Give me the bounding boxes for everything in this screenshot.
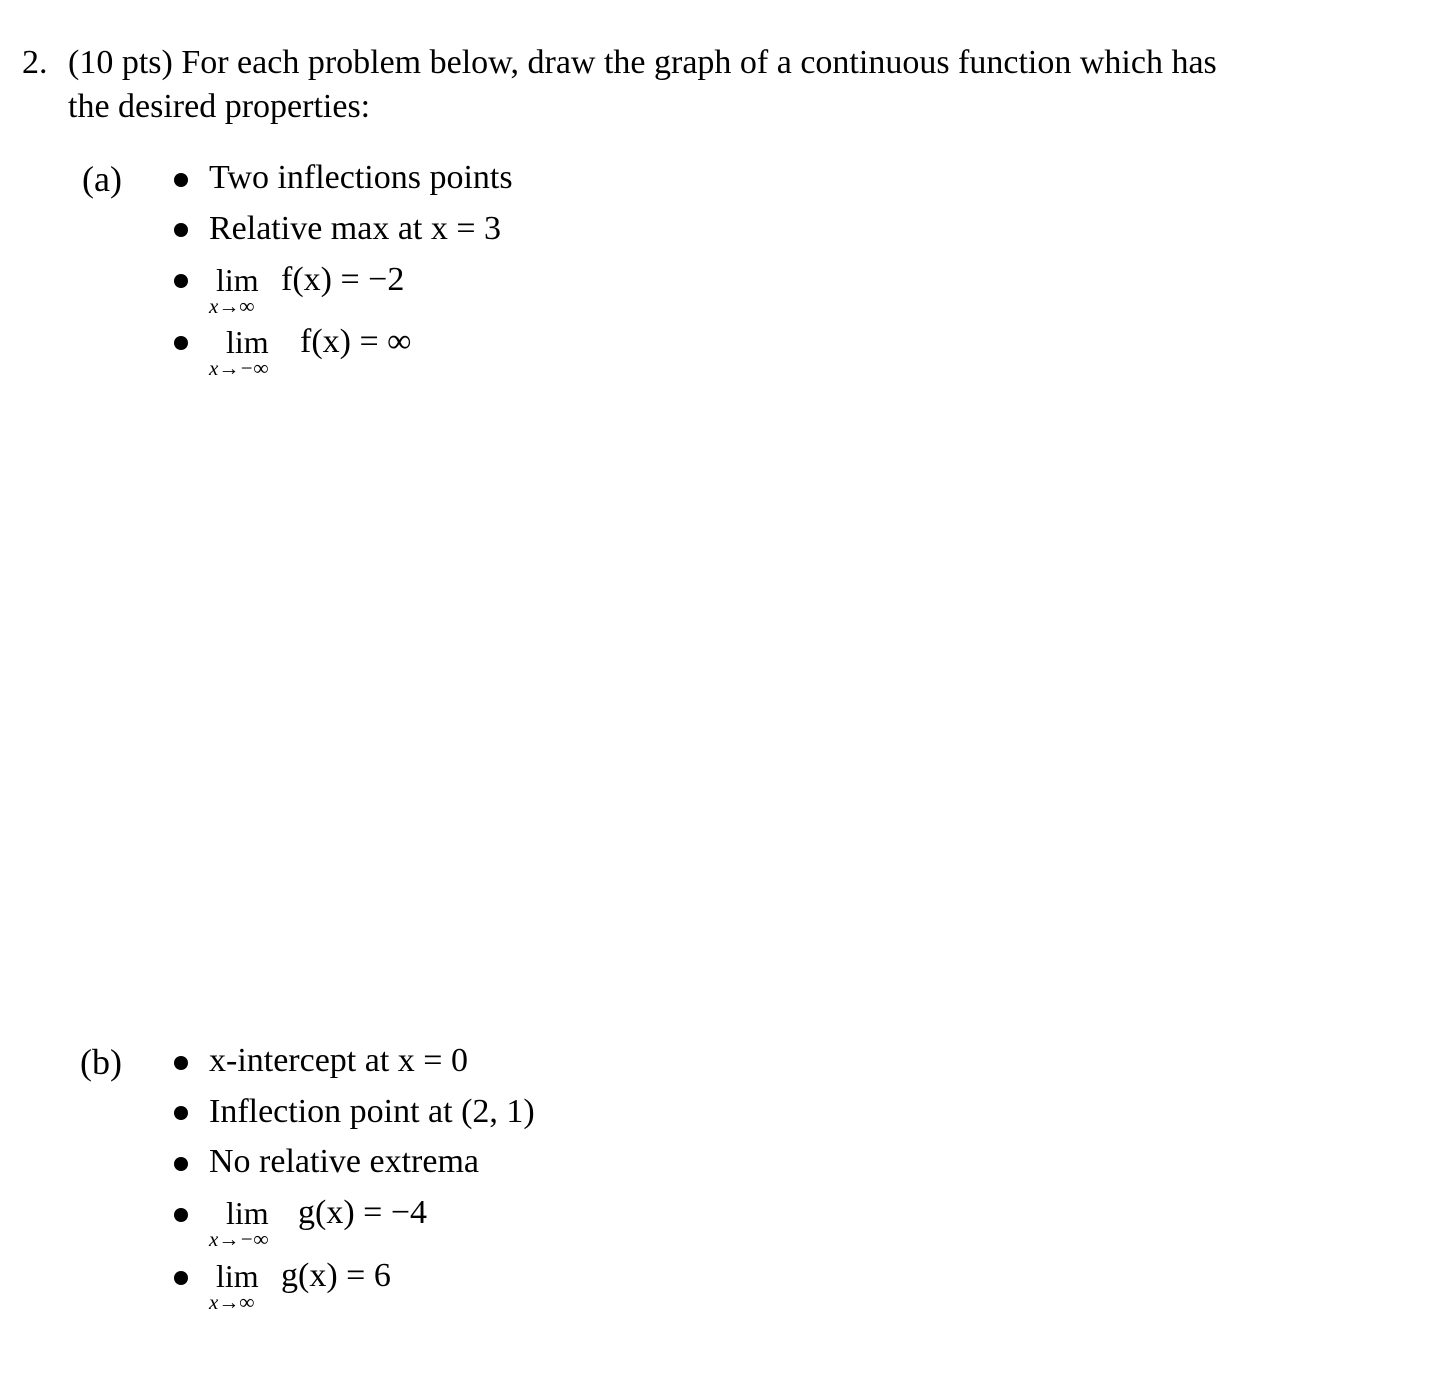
limit-expression: g(x) = 6 — [281, 1257, 391, 1294]
limit-operator: lim — [226, 1195, 269, 1231]
problem-statement-line-1: (10 pts) For each problem below, draw the graph of a continuous function which has — [68, 44, 1217, 81]
item-text: x-intercept at x = 0 — [209, 1042, 468, 1079]
problem-number: 2. — [22, 44, 48, 81]
bullet-icon — [174, 1056, 188, 1070]
limit-subscript: x→∞ — [209, 294, 255, 318]
limit-operator: lim — [216, 262, 259, 298]
item-text: No relative extrema — [209, 1143, 479, 1180]
bullet-icon — [174, 223, 188, 237]
bullet-icon — [174, 1106, 188, 1120]
limit-subscript: x→−∞ — [209, 356, 269, 380]
bullet-icon — [174, 274, 188, 288]
item-text: Two inflections points — [209, 159, 513, 196]
limit-expression: g(x) = −4 — [298, 1194, 427, 1231]
bullet-icon — [174, 1208, 188, 1222]
part-a-label: (a) — [82, 159, 122, 199]
bullet-icon — [174, 336, 188, 350]
limit-expression: f(x) = ∞ — [300, 323, 412, 360]
bullet-icon — [174, 1271, 188, 1285]
bullet-icon — [174, 173, 188, 187]
limit-subscript: x→−∞ — [209, 1227, 269, 1251]
part-b-label: (b) — [80, 1042, 122, 1082]
limit-operator: lim — [216, 1258, 259, 1294]
limit-subscript: x→∞ — [209, 1290, 255, 1314]
problem-statement-line-2: the desired properties: — [68, 88, 371, 125]
item-text: Relative max at x = 3 — [209, 210, 502, 247]
bullet-icon — [174, 1157, 188, 1171]
limit-expression: f(x) = −2 — [281, 261, 405, 298]
limit-operator: lim — [226, 324, 269, 360]
item-text: Inflection point at (2, 1) — [209, 1093, 535, 1130]
